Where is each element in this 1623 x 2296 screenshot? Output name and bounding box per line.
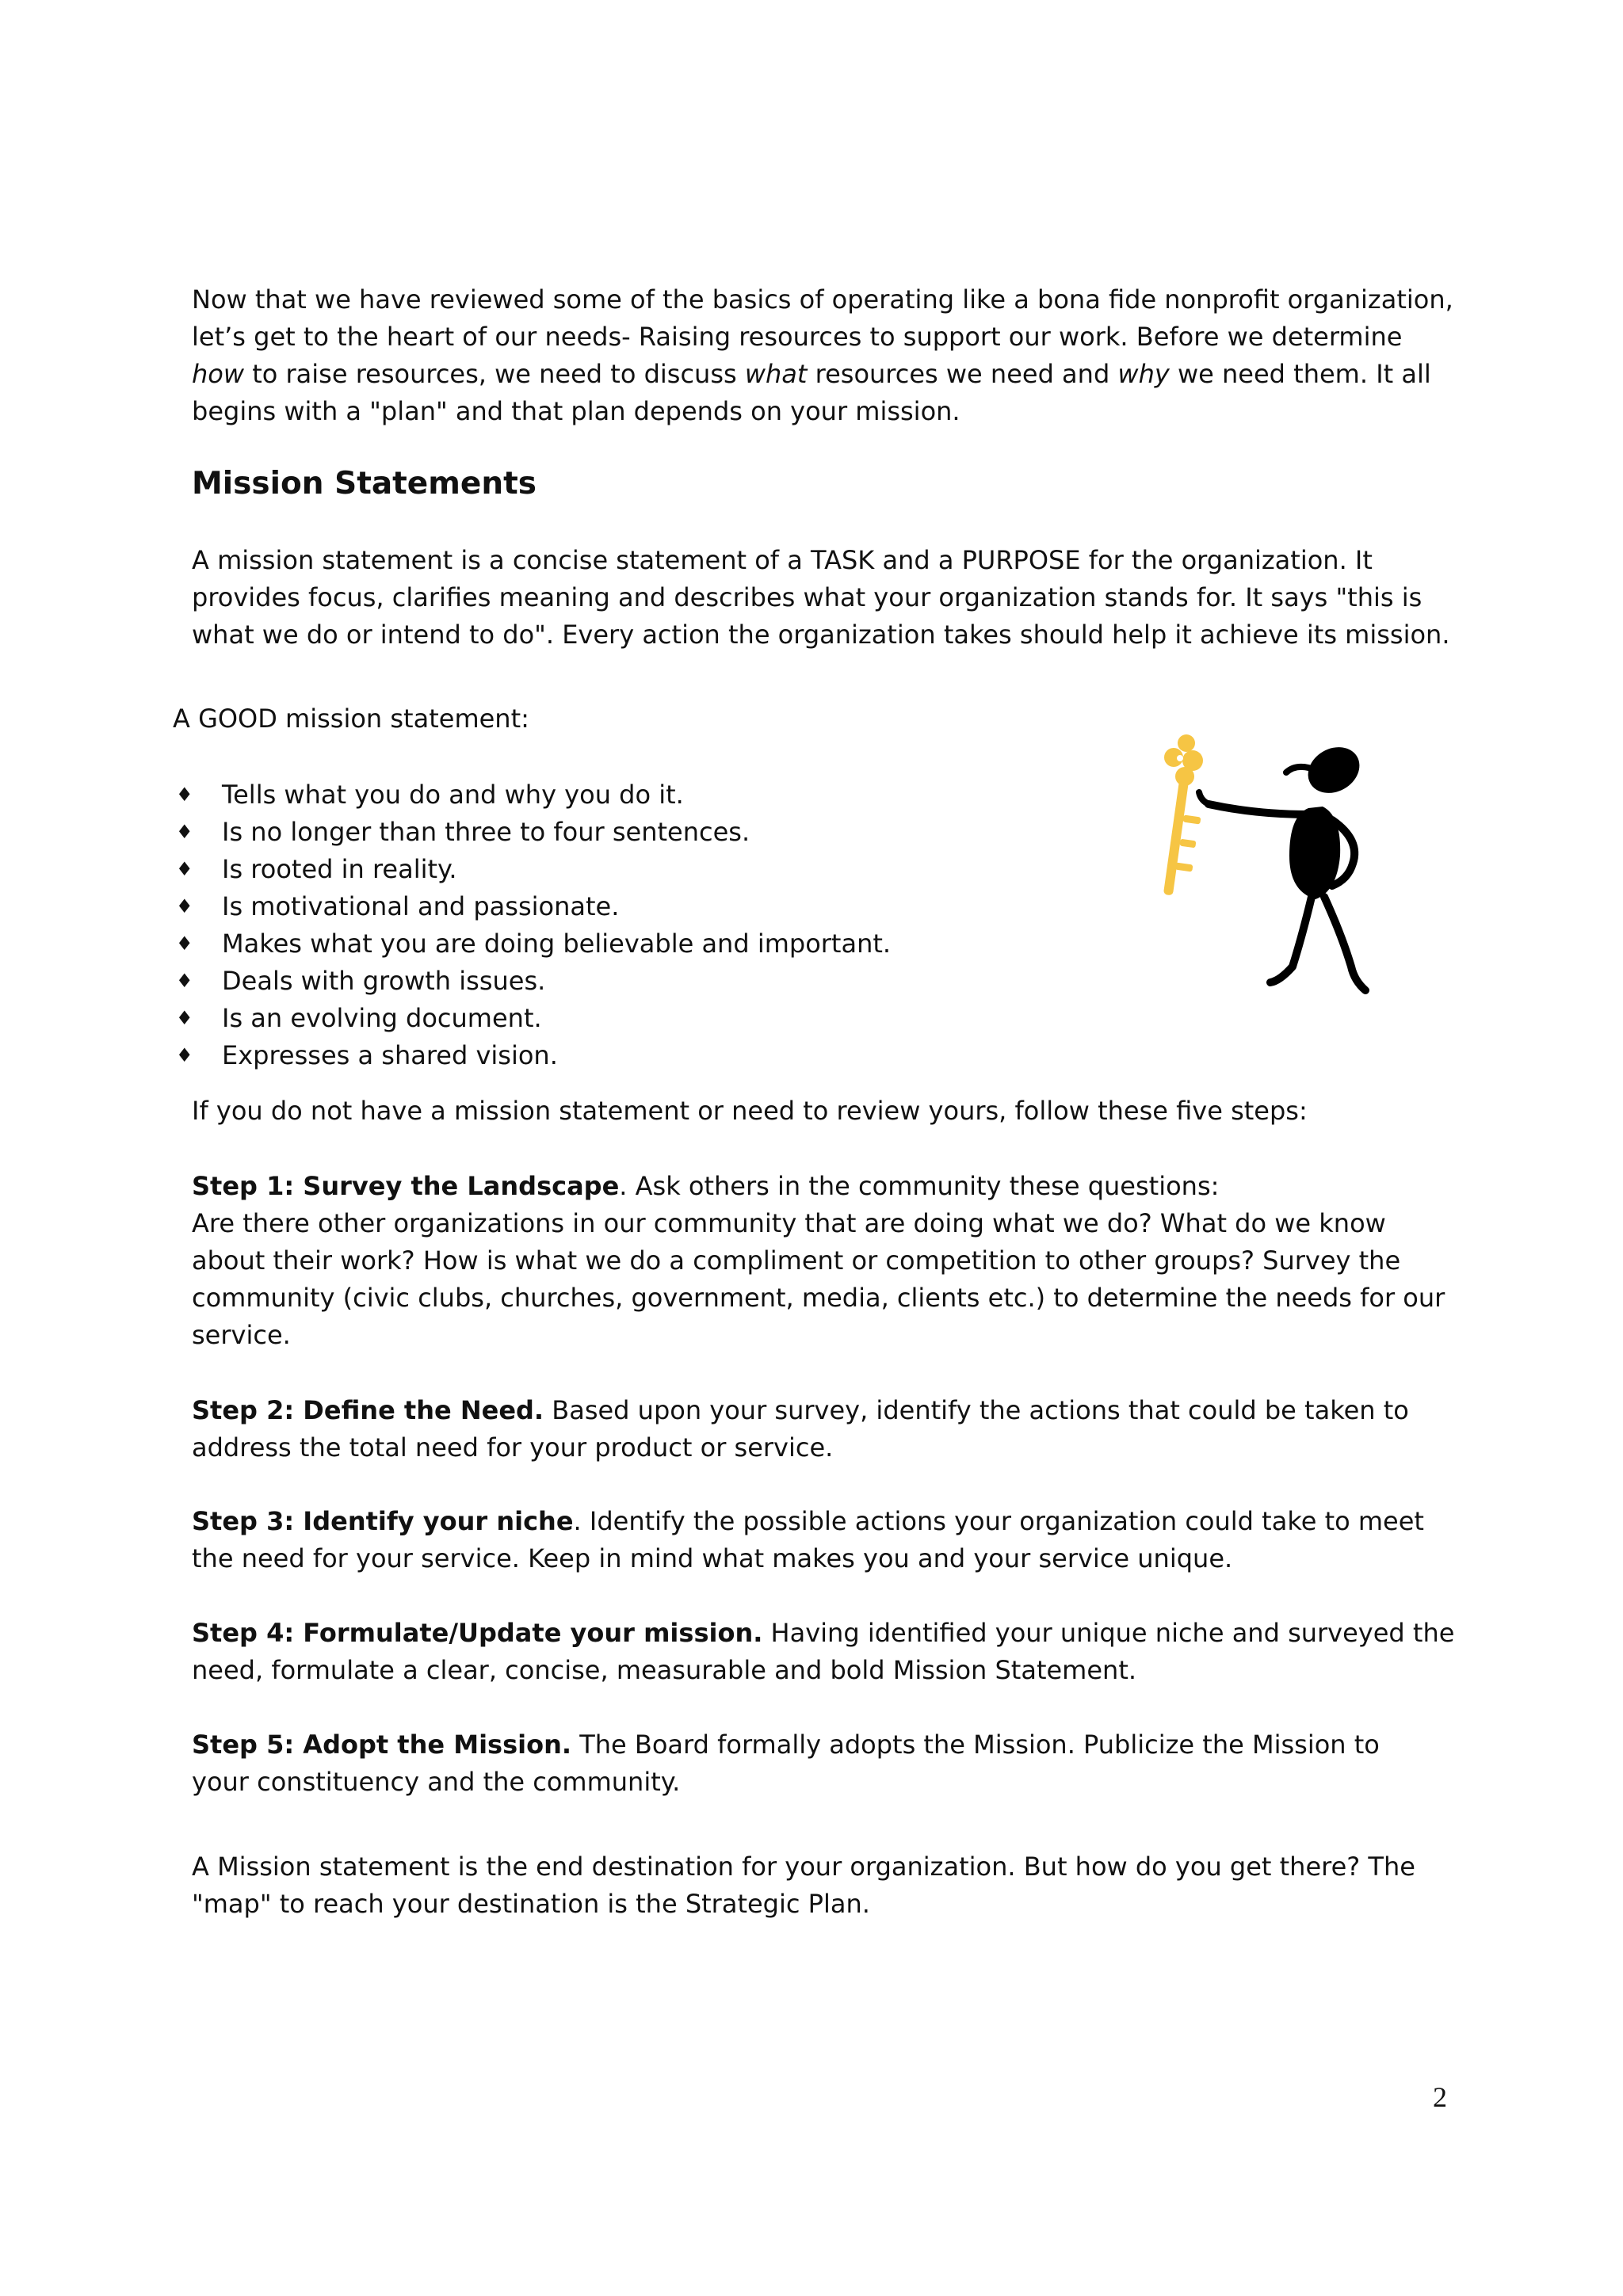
step-1-line-1: . Ask others in the community these questions:	[619, 1171, 1220, 1201]
diamond-bullet-icon: ♦	[176, 858, 193, 880]
step-5-label: Step 5: Adopt the Mission.	[192, 1730, 572, 1760]
list-item-text: Is rooted in reality.	[222, 854, 457, 884]
stick-figure-icon	[1199, 738, 1368, 990]
step-1-label: Step 1: Survey the Landscape	[192, 1171, 620, 1201]
intro-line-2: let’s get to the heart of our needs- Raising resources to support our work. Before we determine	[192, 322, 1403, 352]
list-item	[173, 851, 891, 888]
step-5-paragraph	[192, 1726, 1460, 1801]
step-4-line-2: need, formulate a clear, concise, measurable and bold Mission Statement.	[192, 1655, 1137, 1685]
steps-intro: If you do not have a mission statement or need to review yours, follow these five steps:	[192, 1096, 1308, 1126]
list-item	[173, 1000, 891, 1037]
diamond-bullet-icon: ♦	[176, 970, 193, 992]
step-3-line-1: . Identify the possible actions your organization could take to meet	[573, 1506, 1424, 1536]
list-item	[173, 888, 891, 925]
diamond-bullet-icon: ♦	[176, 895, 193, 917]
list-item	[173, 963, 891, 1000]
step-5-line-1: The Board formally adopts the Mission. Publicize the Mission to	[571, 1730, 1380, 1760]
step-4-line-1: Having identified your unique niche and surveyed the	[762, 1618, 1455, 1648]
diamond-bullet-icon: ♦	[176, 784, 193, 806]
step-1-line-3: about their work? How is what we do a compliment or competition to other groups? Survey the	[192, 1245, 1401, 1276]
step-1-line-5: service.	[192, 1320, 291, 1350]
step-2-line-1: Based upon your survey, identify the actions that could be taken to	[544, 1395, 1409, 1425]
list-item-text: Is an evolving document.	[222, 1003, 542, 1033]
definition-line-3: what we do or intend to do". Every action the organization takes should help it achieve its mission.	[192, 620, 1450, 650]
list-item	[173, 776, 891, 814]
emphasis-why: why	[1117, 359, 1170, 389]
list-item-text: Is motivational and passionate.	[222, 891, 620, 921]
definition-paragraph	[192, 542, 1460, 654]
diamond-bullet-icon: ♦	[176, 933, 193, 955]
emphasis-what: what	[744, 359, 808, 389]
step-2-paragraph	[192, 1392, 1460, 1466]
list-item-text: Expresses a shared vision.	[222, 1040, 558, 1070]
diamond-bullet-icon: ♦	[176, 821, 193, 843]
intro-line-3-c: we need them. It all	[1169, 359, 1431, 389]
person-holding-key-icon	[1153, 729, 1383, 1010]
list-item-text: Makes what you are doing believable and important.	[222, 929, 892, 959]
list-item	[173, 1037, 891, 1074]
step-3-paragraph	[192, 1503, 1460, 1577]
closing-line-2: "map" to reach your destination is the Strategic Plan.	[192, 1889, 870, 1919]
definition-line-1: A mission statement is a concise statement of a TASK and a PURPOSE for the organization. It	[192, 545, 1373, 575]
step-3-line-2: the need for your service. Keep in mind what makes you and your service unique.	[192, 1543, 1233, 1573]
closing-paragraph	[192, 1848, 1460, 1923]
diamond-bullet-icon: ♦	[176, 1007, 193, 1029]
intro-line-1: Now that we have reviewed some of the basics of operating like a bona fide nonprofit organization,	[192, 284, 1453, 315]
bullet-list	[173, 776, 891, 1074]
intro-line-3-b: resources we need and	[807, 359, 1118, 389]
step-3-label: Step 3: Identify your niche	[192, 1506, 574, 1536]
list-item	[173, 925, 891, 963]
definition-line-2: provides focus, clarifies meaning and describes what your organization stands for. It says "this is	[192, 582, 1423, 612]
diamond-bullet-icon: ♦	[176, 1044, 193, 1066]
step-2-line-2: address the total need for your product or service.	[192, 1432, 834, 1463]
intro-line-4: begins with a "plan" and that plan depends on your mission.	[192, 396, 960, 426]
step-4-label: Step 4: Formulate/Update your mission.	[192, 1618, 763, 1648]
intro-line-3-a: to raise resources, we need to discuss	[244, 359, 745, 389]
emphasis-how: how	[192, 359, 245, 389]
step-1-line-2: Are there other organizations in our community that are doing what we do? What do we know	[192, 1208, 1386, 1238]
step-1-line-4: community (civic clubs, churches, government, media, clients etc.) to determine the needs for our	[192, 1283, 1445, 1313]
step-5-line-2: your constituency and the community.	[192, 1767, 681, 1797]
step-1-paragraph	[192, 1168, 1460, 1354]
page-number: 2	[1433, 2081, 1447, 2113]
step-4-paragraph	[192, 1615, 1460, 1689]
list-item	[173, 814, 891, 851]
step-2-label: Step 2: Define the Need.	[192, 1395, 544, 1425]
section-heading: Mission Statements	[192, 466, 537, 502]
list-item-text: Tells what you do and why you do it.	[222, 780, 684, 810]
closing-line-1: A Mission statement is the end destination for your organization. But how do you get there? The	[192, 1852, 1415, 1882]
intro-line-3	[192, 356, 1460, 393]
good-mission-label: A GOOD mission statement:	[173, 704, 529, 734]
list-item-text: Deals with growth issues.	[222, 966, 546, 996]
intro-paragraph	[192, 281, 1460, 430]
list-item-text: Is no longer than three to four sentences.	[222, 817, 750, 847]
